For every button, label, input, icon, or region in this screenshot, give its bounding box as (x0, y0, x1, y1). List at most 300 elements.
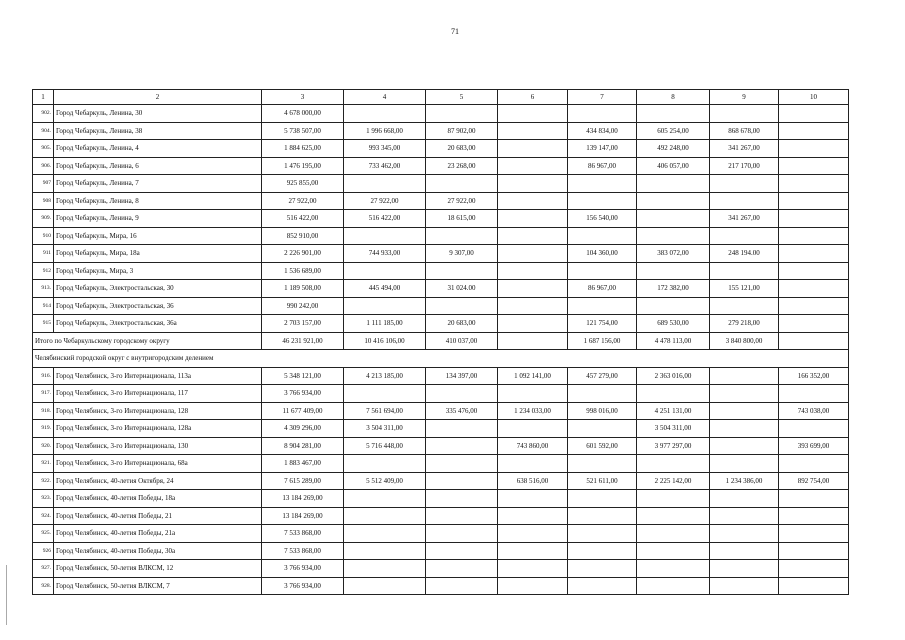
address-cell: Город Челябинск, 3-го Интернационала, 117 (54, 385, 262, 403)
amount-cell: 27 922,00 (426, 192, 498, 210)
amount-cell: 892 754,00 (779, 472, 849, 490)
address-cell: Город Чебаркуль, Мира, 18а (54, 245, 262, 263)
amount-cell (498, 105, 568, 123)
amount-cell (779, 157, 849, 175)
table-row (33, 157, 849, 175)
amount-cell: 993 345,00 (344, 140, 426, 158)
section-header: Челябинский городской округ с внутригородским делением (33, 350, 849, 368)
table-row (33, 262, 849, 280)
amount-cell (568, 507, 637, 525)
amount-cell (344, 490, 426, 508)
amount-cell (779, 175, 849, 193)
amount-cell: 1 884 625,00 (262, 140, 344, 158)
amount-cell (498, 560, 568, 578)
amount-cell: 1 536 689,00 (262, 262, 344, 280)
amount-cell: 8 904 281,00 (262, 437, 344, 455)
amount-cell (344, 560, 426, 578)
amount-cell: 27 922,00 (262, 192, 344, 210)
amount-cell: 743 860,00 (498, 437, 568, 455)
amount-cell (779, 577, 849, 595)
amount-cell: 521 611,00 (568, 472, 637, 490)
row-number: 924. (33, 507, 54, 525)
table-row (33, 490, 849, 508)
address-cell: Город Чебаркуль, Ленина, 6 (54, 157, 262, 175)
amount-cell: 134 397,00 (426, 367, 498, 385)
amount-cell (637, 490, 710, 508)
total-amount-cell: 1 687 156,00 (568, 332, 637, 350)
table-row (33, 367, 849, 385)
amount-cell (344, 507, 426, 525)
table-row (33, 525, 849, 543)
amount-cell: 7 533 868,00 (262, 525, 344, 543)
amount-cell: 217 170,00 (710, 157, 779, 175)
amount-cell (568, 385, 637, 403)
amount-cell (426, 297, 498, 315)
amount-cell (710, 262, 779, 280)
table-row (33, 192, 849, 210)
amount-cell (637, 192, 710, 210)
address-cell: Город Челябинск, 3-го Интернационала, 68а (54, 455, 262, 473)
amount-cell: 1 476 195,00 (262, 157, 344, 175)
address-cell: Город Челябинск, 40-летия Победы, 30а (54, 542, 262, 560)
amount-cell: 5 512 409,00 (344, 472, 426, 490)
amount-cell: 23 268,00 (426, 157, 498, 175)
row-number: 912 (33, 262, 54, 280)
total-amount-cell: 46 231 921,00 (262, 332, 344, 350)
row-number: 910 (33, 227, 54, 245)
amount-cell: 3 766 934,00 (262, 560, 344, 578)
amount-cell (344, 385, 426, 403)
amount-cell: 406 057,00 (637, 157, 710, 175)
amount-cell (498, 280, 568, 298)
amount-cell: 434 834,00 (568, 122, 637, 140)
amount-cell: 733 462,00 (344, 157, 426, 175)
amount-cell: 516 422,00 (344, 210, 426, 228)
amount-cell: 2 363 016,00 (637, 367, 710, 385)
address-cell: Город Чебаркуль, Ленина, 9 (54, 210, 262, 228)
row-number: 904. (33, 122, 54, 140)
amount-cell (426, 542, 498, 560)
address-cell: Город Челябинск, 40-летия Победы, 21 (54, 507, 262, 525)
table-row (33, 577, 849, 595)
amount-cell: 383 072,00 (637, 245, 710, 263)
amount-cell (498, 577, 568, 595)
table-row (33, 140, 849, 158)
address-cell: Город Челябинск, 40-летия Октября, 24 (54, 472, 262, 490)
amount-cell (426, 105, 498, 123)
amount-cell (344, 175, 426, 193)
amount-cell: 86 967,00 (568, 157, 637, 175)
header-cell: 7 (568, 90, 637, 105)
amount-cell (344, 105, 426, 123)
amount-cell: 3 766 934,00 (262, 385, 344, 403)
header-cell: 1 (33, 90, 54, 105)
row-number: 906. (33, 157, 54, 175)
amount-cell (498, 122, 568, 140)
amount-cell: 13 184 269,00 (262, 507, 344, 525)
amount-cell: 248 194.00 (710, 245, 779, 263)
amount-cell (568, 420, 637, 438)
amount-cell (426, 472, 498, 490)
amount-cell (710, 490, 779, 508)
amount-cell (779, 245, 849, 263)
amount-cell (498, 192, 568, 210)
amount-cell: 393 699,00 (779, 437, 849, 455)
row-number: 917. (33, 385, 54, 403)
address-cell: Город Челябинск, 3-го Интернационала, 128 (54, 402, 262, 420)
table-row (33, 560, 849, 578)
amount-cell (498, 507, 568, 525)
address-cell: Город Челябинск, 3-го Интернационала, 128а (54, 420, 262, 438)
table-row (33, 315, 849, 333)
amount-cell: 4 251 131,00 (637, 402, 710, 420)
amount-cell (637, 577, 710, 595)
row-number: 927. (33, 560, 54, 578)
amount-cell: 5 348 121,00 (262, 367, 344, 385)
header-cell: 6 (498, 90, 568, 105)
amount-cell (637, 560, 710, 578)
row-number: 925. (33, 525, 54, 543)
amount-cell (568, 262, 637, 280)
amount-cell: 1 189 508,00 (262, 280, 344, 298)
amount-cell (779, 140, 849, 158)
address-cell: Город Чебаркуль, Ленина, 4 (54, 140, 262, 158)
amount-cell (779, 455, 849, 473)
header-cell: 10 (779, 90, 849, 105)
amount-cell (779, 227, 849, 245)
amount-cell (426, 227, 498, 245)
table-row (33, 280, 849, 298)
amount-cell (710, 525, 779, 543)
amount-cell: 3 504 311,00 (344, 420, 426, 438)
amount-cell: 743 038,00 (779, 402, 849, 420)
address-cell: Город Челябинск, 40-летия Победы, 21а (54, 525, 262, 543)
amount-cell (637, 525, 710, 543)
address-cell: Город Чебаркуль, Электростальская, 36а (54, 315, 262, 333)
header-cell: 4 (344, 90, 426, 105)
amount-cell (568, 192, 637, 210)
amount-cell (779, 420, 849, 438)
section-header-row (33, 350, 849, 368)
amount-cell: 3 504 311,00 (637, 420, 710, 438)
amount-cell (426, 437, 498, 455)
table-row (33, 297, 849, 315)
table-row (33, 507, 849, 525)
total-label: Итого по Чебаркульскому городскому округу (33, 332, 262, 350)
amount-cell (498, 420, 568, 438)
amount-cell (710, 367, 779, 385)
row-number: 908 (33, 192, 54, 210)
amount-cell (344, 297, 426, 315)
address-cell: Город Чебаркуль, Ленина, 8 (54, 192, 262, 210)
amount-cell: 86 967,00 (568, 280, 637, 298)
amount-cell (498, 210, 568, 228)
address-cell: Город Чебаркуль, Электростальская, 36 (54, 297, 262, 315)
amount-cell: 7 561 694,00 (344, 402, 426, 420)
table-row (33, 472, 849, 490)
amount-cell (498, 490, 568, 508)
amount-cell: 2 703 157,00 (262, 315, 344, 333)
amount-cell (426, 262, 498, 280)
row-number: 915 (33, 315, 54, 333)
amount-cell (498, 175, 568, 193)
row-number: 902. (33, 105, 54, 123)
table-row (33, 210, 849, 228)
row-number: 919. (33, 420, 54, 438)
amount-cell (779, 560, 849, 578)
amount-cell (710, 105, 779, 123)
amount-cell: 1 996 668,00 (344, 122, 426, 140)
amount-cell (344, 577, 426, 595)
amount-cell: 9 307,00 (426, 245, 498, 263)
amount-cell (779, 262, 849, 280)
amount-cell (710, 560, 779, 578)
amount-cell (426, 385, 498, 403)
amount-cell (710, 297, 779, 315)
amount-cell: 279 218,00 (710, 315, 779, 333)
total-amount-cell (779, 332, 849, 350)
amount-cell: 457 279,00 (568, 367, 637, 385)
amount-cell: 1 234 386,00 (710, 472, 779, 490)
amount-cell (637, 105, 710, 123)
amount-cell (426, 560, 498, 578)
amount-cell: 852 910,00 (262, 227, 344, 245)
amount-cell (779, 542, 849, 560)
amount-cell (637, 297, 710, 315)
header-cell: 8 (637, 90, 710, 105)
amount-cell: 492 248,00 (637, 140, 710, 158)
amount-cell: 925 855,00 (262, 175, 344, 193)
amount-cell: 744 933,00 (344, 245, 426, 263)
table-row (33, 542, 849, 560)
amount-cell (568, 490, 637, 508)
amount-cell (498, 227, 568, 245)
amount-cell: 11 677 409,00 (262, 402, 344, 420)
address-cell: Город Чебаркуль, Электростальская, 30 (54, 280, 262, 298)
amount-cell (779, 210, 849, 228)
amount-cell: 13 184 269,00 (262, 490, 344, 508)
amount-cell (344, 455, 426, 473)
amount-cell (568, 105, 637, 123)
amount-cell: 998 016,00 (568, 402, 637, 420)
amount-cell: 3 766 934,00 (262, 577, 344, 595)
row-number: 923. (33, 490, 54, 508)
table-row (33, 385, 849, 403)
amount-cell (710, 402, 779, 420)
table-row (33, 227, 849, 245)
amount-cell (710, 455, 779, 473)
table-body (33, 90, 849, 595)
amount-cell (426, 175, 498, 193)
amount-cell (779, 280, 849, 298)
table-row (33, 122, 849, 140)
amount-cell (568, 297, 637, 315)
amount-cell (344, 542, 426, 560)
row-number: 918. (33, 402, 54, 420)
amount-cell: 638 516,00 (498, 472, 568, 490)
amount-cell: 1 234 033,00 (498, 402, 568, 420)
amount-cell (426, 490, 498, 508)
amount-cell (637, 210, 710, 228)
amount-cell (344, 227, 426, 245)
total-row (33, 332, 849, 350)
amount-cell: 516 422,00 (262, 210, 344, 228)
address-cell: Город Чебаркуль, Мира, 3 (54, 262, 262, 280)
amount-cell (568, 175, 637, 193)
table-row (33, 437, 849, 455)
amount-cell (498, 157, 568, 175)
margin-mark (6, 565, 7, 625)
amount-cell: 7 533 868,00 (262, 542, 344, 560)
amount-cell (568, 455, 637, 473)
row-number: 905. (33, 140, 54, 158)
amount-cell: 5 716 448,00 (344, 437, 426, 455)
amount-cell (498, 525, 568, 543)
amount-cell (637, 507, 710, 525)
amount-cell: 1 092 141,00 (498, 367, 568, 385)
amount-cell: 155 121,00 (710, 280, 779, 298)
amount-cell: 868 678,00 (710, 122, 779, 140)
amount-cell: 2 226 901,00 (262, 245, 344, 263)
table-row (33, 175, 849, 193)
amount-cell (779, 507, 849, 525)
page-number: 71 (451, 27, 459, 36)
amount-cell (498, 245, 568, 263)
amount-cell: 139 147,00 (568, 140, 637, 158)
row-number: 922. (33, 472, 54, 490)
table-row (33, 245, 849, 263)
amount-cell: 121 754,00 (568, 315, 637, 333)
amount-cell: 172 382,00 (637, 280, 710, 298)
total-amount-cell: 10 416 106,00 (344, 332, 426, 350)
amount-cell: 20 683,00 (426, 315, 498, 333)
amount-cell (779, 192, 849, 210)
amount-cell: 990 242,00 (262, 297, 344, 315)
amount-cell (426, 455, 498, 473)
amount-cell: 5 738 507,00 (262, 122, 344, 140)
amount-cell: 4 213 185,00 (344, 367, 426, 385)
amount-cell: 341 267,00 (710, 140, 779, 158)
table-row (33, 420, 849, 438)
amount-cell: 18 615,00 (426, 210, 498, 228)
amount-cell: 104 360,00 (568, 245, 637, 263)
amount-cell: 4 678 000,00 (262, 105, 344, 123)
amount-cell: 20 683,00 (426, 140, 498, 158)
row-number: 921. (33, 455, 54, 473)
amount-cell (568, 227, 637, 245)
amount-cell (779, 525, 849, 543)
amount-cell (637, 262, 710, 280)
row-number: 920. (33, 437, 54, 455)
address-cell: Город Челябинск, 50-летия ВЛКСМ, 12 (54, 560, 262, 578)
address-cell: Город Челябинск, 50-летия ВЛКСМ, 7 (54, 577, 262, 595)
amount-cell: 605 254,00 (637, 122, 710, 140)
address-cell: Город Чебаркуль, Мира, 16 (54, 227, 262, 245)
row-number: 926 (33, 542, 54, 560)
amount-cell (568, 577, 637, 595)
amount-cell (779, 490, 849, 508)
amount-cell: 2 225 142,00 (637, 472, 710, 490)
amount-cell (568, 542, 637, 560)
amount-cell (637, 175, 710, 193)
amount-cell: 166 352,00 (779, 367, 849, 385)
amount-cell: 7 615 289,00 (262, 472, 344, 490)
row-number: 913. (33, 280, 54, 298)
header-cell: 5 (426, 90, 498, 105)
total-amount-cell: 410 037,00 (426, 332, 498, 350)
amount-cell: 335 476,00 (426, 402, 498, 420)
amount-cell (779, 315, 849, 333)
address-cell: Город Чебаркуль, Ленина, 38 (54, 122, 262, 140)
amount-cell (779, 297, 849, 315)
amount-cell (779, 385, 849, 403)
address-cell: Город Челябинск, 3-го Интернационала, 130 (54, 437, 262, 455)
amount-cell (710, 385, 779, 403)
amount-cell (426, 525, 498, 543)
amount-cell (498, 262, 568, 280)
amount-cell (568, 525, 637, 543)
row-number: 914 (33, 297, 54, 315)
amount-cell: 4 309 296,00 (262, 420, 344, 438)
amount-cell (637, 542, 710, 560)
amount-cell (710, 227, 779, 245)
amount-cell: 87 902,00 (426, 122, 498, 140)
amount-cell (710, 542, 779, 560)
amount-cell (710, 175, 779, 193)
row-number: 928. (33, 577, 54, 595)
amount-cell: 27 922,00 (344, 192, 426, 210)
amount-cell (426, 507, 498, 525)
amount-cell (498, 542, 568, 560)
amount-cell (637, 227, 710, 245)
table-row (33, 402, 849, 420)
amount-cell: 689 530,00 (637, 315, 710, 333)
total-amount-cell (498, 332, 568, 350)
row-number: 907 (33, 175, 54, 193)
row-number: 909. (33, 210, 54, 228)
amount-cell (710, 507, 779, 525)
amount-cell: 601 592,00 (568, 437, 637, 455)
row-number: 916. (33, 367, 54, 385)
header-cell: 9 (710, 90, 779, 105)
amount-cell (710, 577, 779, 595)
total-amount-cell: 4 478 113,00 (637, 332, 710, 350)
amount-cell (426, 420, 498, 438)
amount-cell (498, 315, 568, 333)
row-number: 911 (33, 245, 54, 263)
amount-cell (710, 420, 779, 438)
address-cell: Город Челябинск, 3-го Интернационала, 113а (54, 367, 262, 385)
amount-cell: 1 111 185,00 (344, 315, 426, 333)
amount-cell (710, 192, 779, 210)
amount-cell (779, 122, 849, 140)
amount-cell (498, 297, 568, 315)
amount-cell (344, 262, 426, 280)
amount-cell (498, 385, 568, 403)
address-cell: Город Чебаркуль, Ленина, 7 (54, 175, 262, 193)
amount-cell: 3 977 297,00 (637, 437, 710, 455)
address-cell: Город Чебаркуль, Ленина, 30 (54, 105, 262, 123)
amount-cell: 1 883 467,00 (262, 455, 344, 473)
table-row (33, 105, 849, 123)
amount-cell (637, 455, 710, 473)
amount-cell: 341 267,00 (710, 210, 779, 228)
header-cell: 2 (54, 90, 262, 105)
amount-cell: 156 540,00 (568, 210, 637, 228)
amount-cell (710, 437, 779, 455)
header-cell: 3 (262, 90, 344, 105)
address-cell: Город Челябинск, 40-летия Победы, 18а (54, 490, 262, 508)
